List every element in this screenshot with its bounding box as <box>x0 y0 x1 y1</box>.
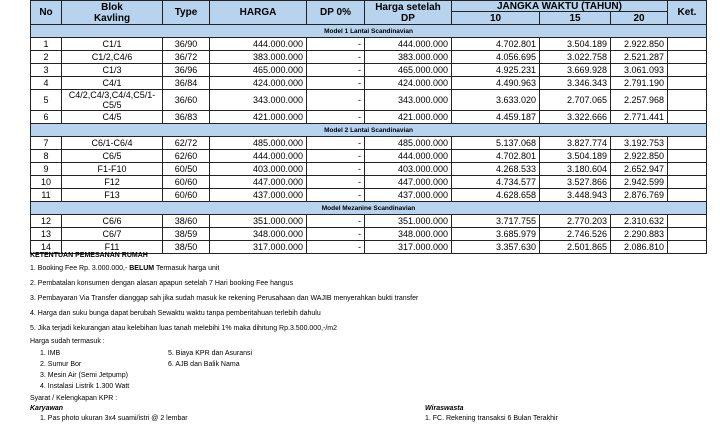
col-blok-header: Blok Kavling <box>62 1 163 25</box>
cell-type: 36/84 <box>163 77 210 90</box>
cell-dp: - <box>307 64 365 77</box>
table-row <box>31 111 707 124</box>
cell-15: 3.827.774 <box>540 137 611 150</box>
termasuk-right <box>168 348 368 370</box>
section-row <box>31 202 707 215</box>
col-ket-header: Ket. <box>668 1 707 25</box>
ketentuan-item-1-post: Termasuk harga unit <box>154 265 220 272</box>
cell-type: 38/59 <box>163 228 210 241</box>
col-dp-header: DP 0% <box>307 1 365 25</box>
cell-type: 38/60 <box>163 215 210 228</box>
cell-15: 2.770.203 <box>540 215 611 228</box>
cell-blok: F11 <box>62 241 163 254</box>
cell-blok: F1-F10 <box>62 163 163 176</box>
table-row <box>31 137 707 150</box>
cell-10: 3.633.020 <box>452 90 540 111</box>
cell-20: 2.942.599 <box>611 176 668 189</box>
cell-harga-setelah: 403.000.000 <box>365 163 452 176</box>
col-20-header: 20 <box>611 12 668 25</box>
cell-harga: 317.000.000 <box>210 241 307 254</box>
cell-dp: - <box>307 189 365 202</box>
col-no-header: No <box>31 1 62 25</box>
cell-no: 8 <box>31 150 62 163</box>
cell-dp: - <box>307 77 365 90</box>
table-row <box>31 90 707 111</box>
col-harga-header: HARGA <box>210 1 307 25</box>
cell-no: 2 <box>31 51 62 64</box>
table-row <box>31 38 707 51</box>
header-row <box>31 1 707 12</box>
cell-15: 3.180.604 <box>540 163 611 176</box>
cell-harga-setelah: 444.000.000 <box>365 150 452 163</box>
cell-harga: 444.000.000 <box>210 38 307 51</box>
ketentuan-item: 2. Pembatalan konsumen dengan alasan apapun setelah 7 Hari booking Fee hangus <box>30 280 294 287</box>
cell-15: 3.448.943 <box>540 189 611 202</box>
cell-ket <box>668 90 707 111</box>
cell-harga: 444.000.000 <box>210 150 307 163</box>
cell-no: 10 <box>31 176 62 189</box>
cell-no: 3 <box>31 64 62 77</box>
termasuk-title: Harga sudah termasuk : <box>30 338 105 345</box>
cell-20: 2.521.287 <box>611 51 668 64</box>
table-row <box>31 150 707 163</box>
cell-type: 60/50 <box>163 163 210 176</box>
termasuk-item: 5. Biaya KPR dan Asuransi <box>168 350 253 357</box>
cell-harga-setelah: 424.000.000 <box>365 77 452 90</box>
cell-dp: - <box>307 137 365 150</box>
cell-ket <box>668 228 707 241</box>
cell-15: 2.707.065 <box>540 90 611 111</box>
cell-type: 36/90 <box>163 38 210 51</box>
cell-blok: C1/2,C4/6 <box>62 51 163 64</box>
cell-10: 4.628.658 <box>452 189 540 202</box>
cell-ket <box>668 163 707 176</box>
syarat-title: Syarat / Kelengkapan KPR : <box>30 395 118 402</box>
cell-harga-setelah: 444.000.000 <box>365 38 452 51</box>
cell-20: 2.652.947 <box>611 163 668 176</box>
table-row <box>31 77 707 90</box>
cell-10: 3.357.630 <box>452 241 540 254</box>
cell-10: 4.702.801 <box>452 150 540 163</box>
col-15-header: 15 <box>540 12 611 25</box>
cell-harga-setelah: 317.000.000 <box>365 241 452 254</box>
cell-10: 4.459.187 <box>452 111 540 124</box>
cell-no: 5 <box>31 90 62 111</box>
cell-no: 11 <box>31 189 62 202</box>
table-row <box>31 215 707 228</box>
cell-blok: F12 <box>62 176 163 189</box>
cell-dp: - <box>307 38 365 51</box>
table-row <box>31 189 707 202</box>
cell-dp: - <box>307 51 365 64</box>
ketentuan-item: 5. Jika terjadi kekurangan atau kelebihan luas tanah melebihi 1% maka dihitung Rp.3.500.000,-/m2 <box>30 325 338 332</box>
cell-type: 36/83 <box>163 111 210 124</box>
termasuk-item: 6. AJB dan Balik Nama <box>168 361 240 368</box>
notes <box>30 250 710 334</box>
ketentuan-item-1-bold: BELUM <box>129 265 155 272</box>
cell-no: 4 <box>31 77 62 90</box>
cell-blok: C6/7 <box>62 228 163 241</box>
jangka-waktu-header: JANGKA WAKTU (TAHUN) <box>452 1 668 12</box>
cell-15: 3.669.928 <box>540 64 611 77</box>
ketentuan-item: 3. Pembayaran Via Transfer dianggap sah jika sudah masuk ke rekening Perusahaan dan WAJIB menyerahkan bukti transfer <box>30 295 419 302</box>
cell-type: 36/96 <box>163 64 210 77</box>
cell-harga-setelah: 485.000.000 <box>365 137 452 150</box>
cell-15: 3.504.189 <box>540 38 611 51</box>
cell-ket <box>668 215 707 228</box>
cell-10: 4.056.695 <box>452 51 540 64</box>
cell-harga: 343.000.000 <box>210 90 307 111</box>
cell-dp: - <box>307 90 365 111</box>
table-row <box>31 64 707 77</box>
price-table <box>30 0 707 254</box>
cell-harga: 447.000.000 <box>210 176 307 189</box>
col-type-header: Type <box>163 1 210 25</box>
ketentuan-item-1 <box>30 263 710 274</box>
cell-20: 2.310.632 <box>611 215 668 228</box>
cell-harga-setelah: 343.000.000 <box>365 90 452 111</box>
section-row <box>31 124 707 137</box>
cell-blok: C4/2,C4/3,C4/4,C5/1-C5/5 <box>62 90 163 111</box>
cell-blok: C1/1 <box>62 38 163 51</box>
cell-type: 38/50 <box>163 241 210 254</box>
cell-no: 6 <box>31 111 62 124</box>
cell-harga-setelah: 383.000.000 <box>365 51 452 64</box>
karyawan-item: 1. Pas photo ukuran 3x4 suami/istri @ 2 lembar <box>40 415 188 422</box>
cell-10: 3.685.979 <box>452 228 540 241</box>
col-harga-setelah-header: Harga setelah DP <box>365 1 452 25</box>
cell-dp: - <box>307 163 365 176</box>
cell-blok: F13 <box>62 189 163 202</box>
table-row <box>31 228 707 241</box>
cell-dp: - <box>307 215 365 228</box>
cell-dp: - <box>307 228 365 241</box>
cell-15: 3.322.666 <box>540 111 611 124</box>
cell-20: 2.791.190 <box>611 77 668 90</box>
cell-dp: - <box>307 111 365 124</box>
cell-no: 13 <box>31 228 62 241</box>
cell-20: 2.922.850 <box>611 38 668 51</box>
termasuk-item: 3. Mesin Air (Semi Jetpump) <box>40 372 128 379</box>
cell-10: 4.268.533 <box>452 163 540 176</box>
cell-type: 36/72 <box>163 51 210 64</box>
termasuk-item: 4. Instalasi Listrik 1.300 Watt <box>40 383 130 390</box>
cell-15: 2.746.526 <box>540 228 611 241</box>
table-row <box>31 176 707 189</box>
cell-15: 3.527.866 <box>540 176 611 189</box>
table-row <box>31 51 707 64</box>
cell-type: 60/60 <box>163 176 210 189</box>
wiraswasta-label: Wiraswasta <box>425 405 464 412</box>
cell-harga: 437.000.000 <box>210 189 307 202</box>
cell-ket <box>668 38 707 51</box>
cell-harga: 485.000.000 <box>210 137 307 150</box>
cell-blok: C4/5 <box>62 111 163 124</box>
cell-dp: - <box>307 176 365 189</box>
cell-type: 62/72 <box>163 137 210 150</box>
cell-15: 3.504.189 <box>540 150 611 163</box>
cell-no: 9 <box>31 163 62 176</box>
cell-harga: 465.000.000 <box>210 64 307 77</box>
cell-ket <box>668 176 707 189</box>
cell-ket <box>668 51 707 64</box>
section-row <box>31 25 707 38</box>
cell-10: 4.702.801 <box>452 38 540 51</box>
cell-harga-setelah: 348.000.000 <box>365 228 452 241</box>
wiraswasta-item: 1. FC. Rekening transaksi 6 Bulan Terakhir <box>425 415 558 422</box>
cell-15: 3.022.758 <box>540 51 611 64</box>
cell-10: 4.490.963 <box>452 77 540 90</box>
cell-no: 7 <box>31 137 62 150</box>
cell-20: 2.771.441 <box>611 111 668 124</box>
cell-20: 3.192.753 <box>611 137 668 150</box>
section-title: Model 1 Lantai Scandinavian <box>31 25 707 38</box>
cell-harga-setelah: 437.000.000 <box>365 189 452 202</box>
cell-no: 12 <box>31 215 62 228</box>
cell-20: 2.876.769 <box>611 189 668 202</box>
cell-blok: C1/3 <box>62 64 163 77</box>
cell-10: 4.734.577 <box>452 176 540 189</box>
cell-20: 2.922.850 <box>611 150 668 163</box>
cell-harga: 348.000.000 <box>210 228 307 241</box>
termasuk-item: 1. IMB <box>40 350 61 357</box>
ketentuan-item: 4. Harga dan suku bunga dapat berubah Sewaktu waktu tanpa pemberitahuan terlebih dahulu <box>30 310 321 317</box>
karyawan-label: Karyawan <box>30 405 64 412</box>
cell-ket <box>668 77 707 90</box>
cell-harga: 421.000.000 <box>210 111 307 124</box>
section-title: Model Mezanine Scandinavian <box>31 202 707 215</box>
cell-harga: 424.000.000 <box>210 77 307 90</box>
cell-harga: 351.000.000 <box>210 215 307 228</box>
cell-10: 4.925.231 <box>452 64 540 77</box>
cell-harga-setelah: 421.000.000 <box>365 111 452 124</box>
cell-type: 60/60 <box>163 189 210 202</box>
cell-15: 2.501.865 <box>540 241 611 254</box>
ketentuan-item-1-pre: 1. Booking Fee Rp. 3.000.000,- <box>30 265 130 272</box>
cell-no: 14 <box>31 241 62 254</box>
cell-ket <box>668 189 707 202</box>
col-10-header: 10 <box>452 12 540 25</box>
cell-20: 2.257.968 <box>611 90 668 111</box>
ketentuan-title: KETENTUAN PEMESANAN RUMAH <box>30 252 148 259</box>
cell-15: 3.346.343 <box>540 77 611 90</box>
cell-harga: 383.000.000 <box>210 51 307 64</box>
cell-harga-setelah: 465.000.000 <box>365 64 452 77</box>
cell-blok: C6/6 <box>62 215 163 228</box>
cell-dp: - <box>307 150 365 163</box>
cell-20: 2.086.810 <box>611 241 668 254</box>
cell-ket <box>668 137 707 150</box>
cell-no: 1 <box>31 38 62 51</box>
cell-ket <box>668 150 707 163</box>
cell-blok: C4/1 <box>62 77 163 90</box>
cell-10: 5.137.068 <box>452 137 540 150</box>
section-title: Model 2 Lantai Scandinavian <box>31 124 707 137</box>
cell-type: 62/60 <box>163 150 210 163</box>
cell-20: 3.061.093 <box>611 64 668 77</box>
cell-blok: C6/1-C6/4 <box>62 137 163 150</box>
table-row <box>31 163 707 176</box>
termasuk-item: 2. Sumur Bor <box>40 361 82 368</box>
cell-10: 3.717.755 <box>452 215 540 228</box>
cell-ket <box>668 111 707 124</box>
cell-20: 2.290.883 <box>611 228 668 241</box>
cell-dp: - <box>307 241 365 254</box>
cell-harga-setelah: 351.000.000 <box>365 215 452 228</box>
cell-type: 36/60 <box>163 90 210 111</box>
cell-ket <box>668 64 707 77</box>
cell-blok: C6/5 <box>62 150 163 163</box>
cell-harga: 403.000.000 <box>210 163 307 176</box>
cell-harga-setelah: 447.000.000 <box>365 176 452 189</box>
